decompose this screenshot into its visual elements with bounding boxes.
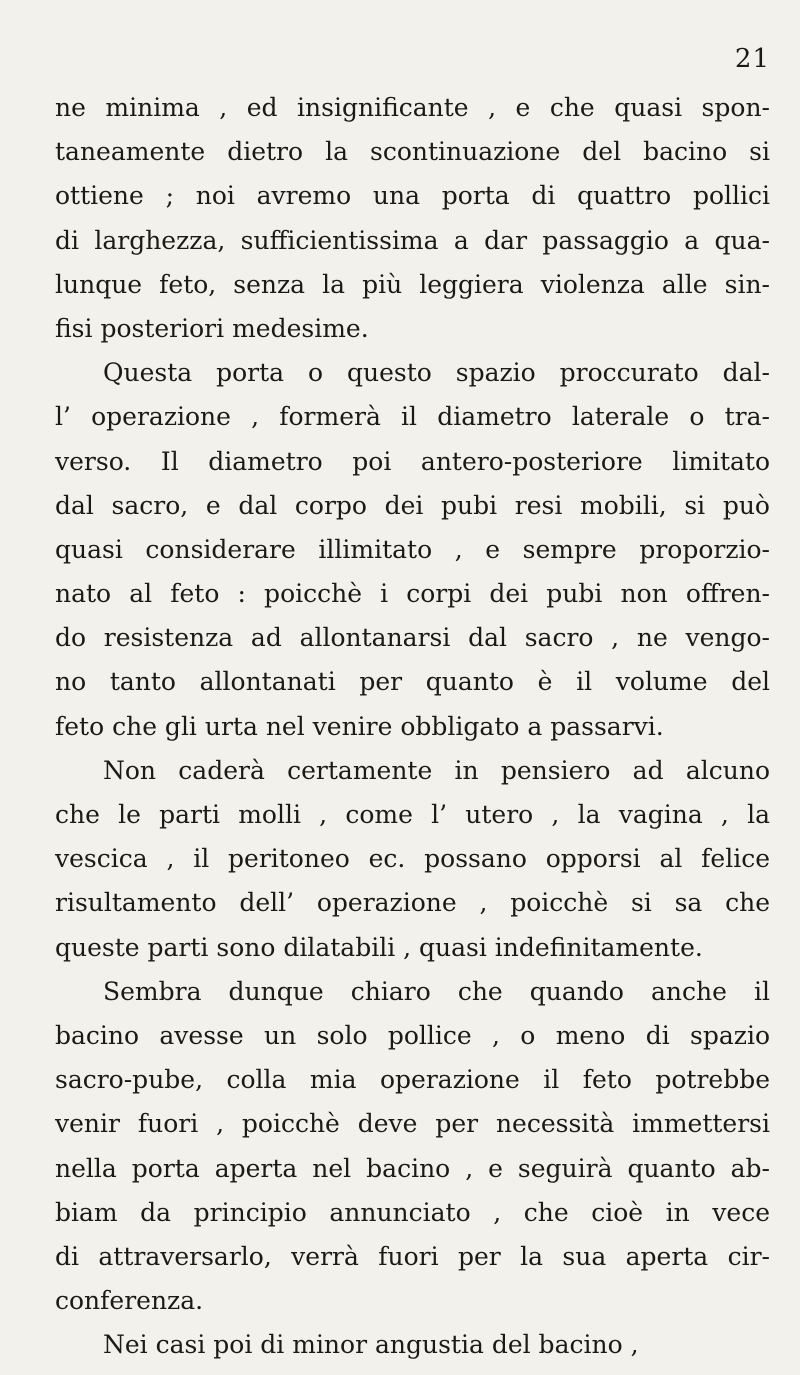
text-line: feto che gli urta nel venire obbligato a passarvi. (55, 711, 664, 741)
text-line: venir fuori , poicchè deve per necessità immettersi (55, 1109, 770, 1139)
text-line: di attraversarlo, verrà fuori per la sua aperta cir- (55, 1241, 770, 1271)
text-line: risultamento dell’ operazione , poicchè si sa che (55, 888, 770, 918)
text-line: dal sacro, e dal corpo dei pubi resi mobili, si può (55, 490, 770, 520)
text-line: sacro-pube, colla mia operazione il feto potrebbe (55, 1065, 770, 1095)
text-line: verso. Il diametro poi antero-posteriore limitato (55, 446, 770, 476)
page-number: 21 (734, 44, 770, 74)
text-line: biam da principio annunciato , che cioè in vece (55, 1197, 770, 1227)
text-line: ne minima , ed insignificante , e che quasi spon- (55, 93, 770, 122)
text-line: conferenza. (55, 1286, 204, 1316)
text-line: queste parti sono dilatabili , quasi indefinitamente. (55, 932, 703, 962)
text-line: nato al feto : poicchè i corpi dei pubi non offren- (55, 579, 770, 609)
text-line: di larghezza, sufficientissima a dar passaggio a qua- (55, 225, 770, 255)
text-line: Sembra dunque chiaro che quando anche il (103, 976, 770, 1006)
text-line: fisi posteriori medesime. (55, 313, 369, 343)
text-line: Non caderà certamente in pensiero ad alcuno (103, 755, 770, 785)
text-line: Nei casi poi di minor angustia del bacino , (103, 1330, 639, 1360)
text-line: taneamente dietro la scontinuazione del bacino si (55, 137, 770, 167)
text-line: lunque feto, senza la più leggiera violenza alle sin- (55, 269, 770, 299)
text-line: ottiene ; noi avremo una porta di quattro pollici (55, 181, 770, 211)
text-line: no tanto allontanati per quanto è il volume del (55, 667, 770, 697)
text-line: l’ operazione , formerà il diametro laterale o tra- (55, 402, 770, 432)
text-line: vescica , il peritoneo ec. possano opporsi al felice (55, 844, 770, 874)
text-line: bacino avesse un solo pollice , o meno di spazio (55, 1020, 770, 1050)
text-line: nella porta aperta nel bacino , e seguirà quanto ab- (55, 1153, 770, 1183)
text-line: che le parti molli , come l’ utero , la vagina , la (55, 800, 770, 829)
text-line: quasi considerare illimitato , e sempre proporzio- (55, 534, 770, 564)
text-line: do resistenza ad allontanarsi dal sacro , ne vengo- (55, 623, 770, 653)
body-text (55, 86, 770, 1367)
text-line: Questa porta o questo spazio proccurato dal- (103, 358, 770, 388)
